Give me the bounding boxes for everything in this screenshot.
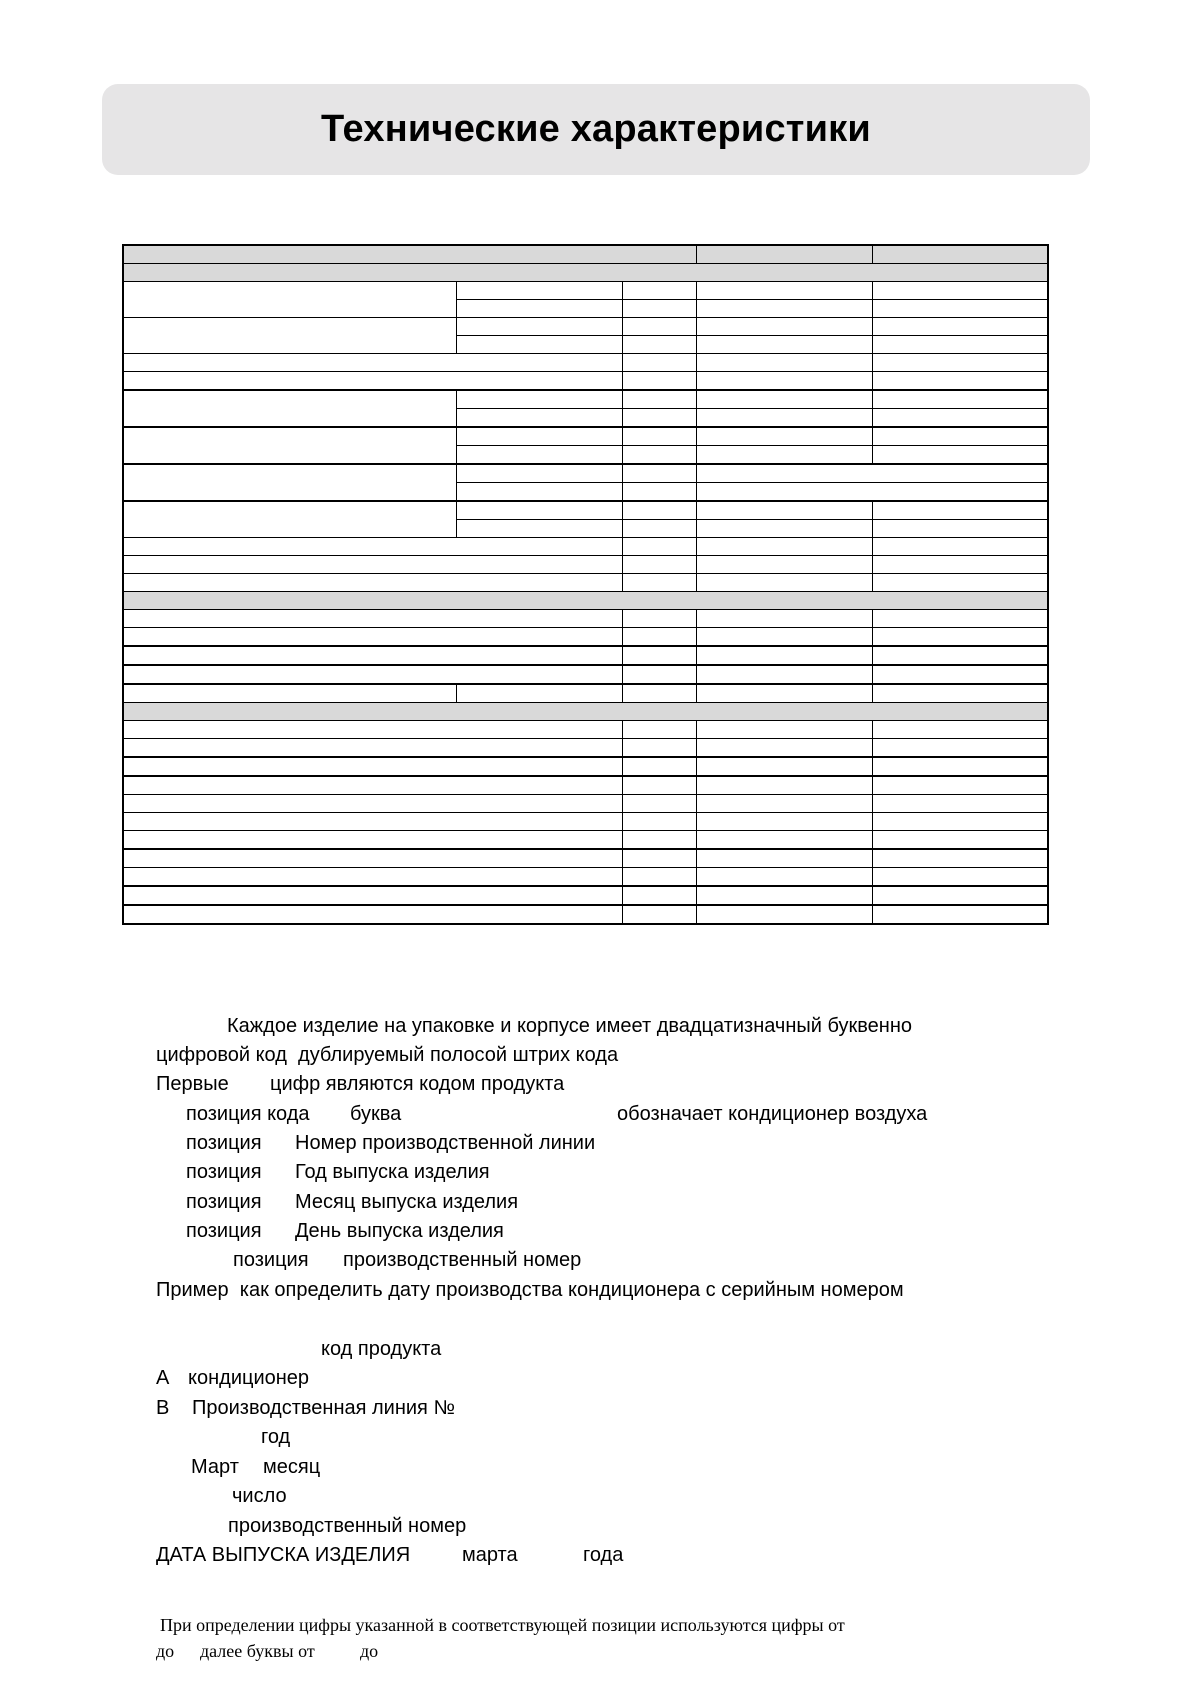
table-cell (696, 556, 872, 574)
table-cell (456, 409, 622, 428)
table-header-row (123, 264, 1048, 282)
table-cell (622, 282, 696, 300)
position-label: позиция (186, 1132, 262, 1154)
footnote-letters-to: до (360, 1641, 379, 1661)
table-cell (872, 538, 1048, 556)
example-day: число (232, 1485, 287, 1507)
first-digits-text: цифр являются кодом продукта (270, 1073, 565, 1095)
table-cell (456, 390, 622, 409)
position-meaning: Год выпуска изделия (295, 1161, 490, 1183)
table-row (123, 354, 1048, 372)
table-cell (696, 574, 872, 592)
table-cell (622, 446, 696, 465)
table-cell (123, 464, 456, 501)
table-cell (622, 849, 696, 868)
example-product-code: код продукта (321, 1338, 442, 1360)
table-cell (696, 520, 872, 538)
table-row (123, 628, 1048, 647)
table-cell (622, 813, 696, 831)
table-cell (696, 739, 872, 758)
table-row (123, 795, 1048, 813)
table-cell (872, 849, 1048, 868)
table-cell (696, 905, 872, 924)
table-cell (872, 282, 1048, 300)
table-cell (123, 868, 622, 887)
table-cell (872, 776, 1048, 795)
table-cell (696, 538, 872, 556)
table-row (123, 610, 1048, 628)
table-cell (123, 390, 456, 427)
table-cell (622, 628, 696, 647)
table-cell (123, 264, 1048, 282)
footnote-letters: далее буквы от (200, 1641, 315, 1661)
table-cell (696, 464, 1048, 483)
table-cell (622, 646, 696, 665)
table-cell (696, 610, 872, 628)
table-cell (456, 427, 622, 446)
table-cell (123, 886, 622, 905)
footnote-from-to: до (156, 1641, 175, 1661)
position-label: позиция (186, 1220, 262, 1242)
table-cell (622, 757, 696, 776)
table-cell (123, 739, 622, 758)
position-label: позиция (186, 1191, 262, 1213)
table-cell (872, 501, 1048, 520)
table-cell (696, 318, 872, 336)
table-cell (622, 300, 696, 318)
example-month-name: Март (191, 1456, 239, 1478)
example-a-letter: А (156, 1367, 170, 1389)
intro-line-1: Каждое изделие на упаковке и корпусе имеет двадцатизначный буквенно (227, 1015, 912, 1037)
table-row (123, 464, 1048, 483)
table-cell (456, 336, 622, 354)
table-cell (696, 427, 872, 446)
table-cell (696, 684, 872, 703)
table-cell (872, 813, 1048, 831)
table-cell (696, 757, 872, 776)
table-row (123, 556, 1048, 574)
table-cell (456, 282, 622, 300)
table-cell (123, 665, 622, 684)
table-row (123, 684, 1048, 703)
table-cell (872, 354, 1048, 372)
table-cell (456, 464, 622, 483)
table-cell (872, 390, 1048, 409)
table-cell (123, 318, 456, 354)
table-cell (696, 282, 872, 300)
example-month: месяц (263, 1456, 321, 1478)
title-banner (102, 84, 1090, 175)
table-cell (123, 538, 622, 556)
table-row (123, 646, 1048, 665)
table-row (123, 886, 1048, 905)
example-heading: Пример как определить дату производства кондиционера с серийным номером (156, 1279, 904, 1301)
position-code-meaning: обозначает кондиционер воздуха (617, 1103, 928, 1125)
table-cell (872, 721, 1048, 739)
table-cell (622, 409, 696, 428)
table-cell (872, 446, 1048, 465)
table-cell (123, 427, 456, 464)
table-row (123, 574, 1048, 592)
page-title: Технические характеристики (321, 108, 871, 150)
table-cell (696, 886, 872, 905)
table-row (123, 831, 1048, 850)
table-cell (123, 556, 622, 574)
table-row (123, 757, 1048, 776)
table-cell (696, 501, 872, 520)
table-cell (872, 556, 1048, 574)
table-cell (123, 592, 1048, 610)
table-cell (696, 628, 872, 647)
table-cell (123, 628, 622, 647)
table-row (123, 776, 1048, 795)
position-meaning: День выпуска изделия (295, 1220, 504, 1242)
table-cell (696, 813, 872, 831)
table-cell (872, 520, 1048, 538)
table-cell (696, 300, 872, 318)
table-cell (696, 849, 872, 868)
table-cell (622, 610, 696, 628)
position-meaning: производственный номер (343, 1249, 582, 1271)
table-cell (872, 757, 1048, 776)
table-cell (872, 372, 1048, 391)
table-cell (696, 776, 872, 795)
table-cell (872, 665, 1048, 684)
table-cell (872, 795, 1048, 813)
table-cell (696, 336, 872, 354)
table-cell (123, 646, 622, 665)
table-row (123, 501, 1048, 520)
table-cell (872, 646, 1048, 665)
example-a-meaning: кондиционер (188, 1367, 310, 1389)
example-b-meaning: Производственная линия № (192, 1397, 455, 1419)
table-cell (696, 795, 872, 813)
table-cell (872, 886, 1048, 905)
first-digits-prefix: Первые (156, 1073, 229, 1095)
example-serial: производственный номер (228, 1515, 467, 1537)
table-cell (456, 446, 622, 465)
table-cell (872, 905, 1048, 924)
table-cell (696, 409, 872, 428)
table-cell (872, 739, 1048, 758)
table-cell (622, 556, 696, 574)
production-date-label: ДАТА ВЫПУСКА ИЗДЕЛИЯ (156, 1544, 411, 1566)
specs-table (122, 244, 1047, 925)
table-cell (622, 795, 696, 813)
table-cell (622, 538, 696, 556)
production-date-year: года (583, 1544, 624, 1566)
example-b-letter: В (156, 1397, 170, 1419)
position-meaning: Номер производственной линии (295, 1132, 596, 1154)
table-cell (622, 886, 696, 905)
table-cell (696, 483, 1048, 502)
example-year: год (261, 1426, 291, 1448)
table-row (123, 665, 1048, 684)
table-row (123, 905, 1048, 924)
table-cell (622, 336, 696, 354)
table-cell (456, 318, 622, 336)
table-cell (456, 684, 622, 703)
table-cell (872, 300, 1048, 318)
position-label: позиция (233, 1249, 309, 1271)
table-cell (872, 574, 1048, 592)
footnote-line-1: При определении цифры указанной в соответствующей позиции используются цифры от (160, 1615, 845, 1635)
table-cell (622, 464, 696, 483)
table-cell (696, 390, 872, 409)
table-cell (622, 372, 696, 391)
table-cell (622, 427, 696, 446)
table-cell (123, 684, 456, 703)
table-cell (622, 354, 696, 372)
table-row (123, 390, 1048, 409)
table-cell (123, 245, 696, 264)
table-cell (696, 721, 872, 739)
table-header-row (123, 245, 1048, 264)
table-cell (872, 427, 1048, 446)
position-meaning: Месяц выпуска изделия (295, 1191, 519, 1213)
table-cell (123, 703, 1048, 721)
table-cell (622, 868, 696, 887)
table-cell (622, 318, 696, 336)
production-date-month: марта (462, 1544, 518, 1566)
table-row (123, 318, 1048, 336)
table-cell (622, 684, 696, 703)
table-cell (123, 354, 622, 372)
table-row (123, 538, 1048, 556)
table-cell (123, 757, 622, 776)
table-cell (696, 868, 872, 887)
table-row (123, 813, 1048, 831)
table-row (123, 849, 1048, 868)
table-cell (123, 574, 622, 592)
table-section-row (123, 703, 1048, 721)
table-cell (456, 300, 622, 318)
position-label: позиция (186, 1161, 262, 1183)
intro-line-2: цифровой код дублируемый полосой штрих кода (156, 1044, 619, 1066)
table-cell (872, 409, 1048, 428)
table-cell (696, 665, 872, 684)
table-cell (696, 646, 872, 665)
table-cell (123, 610, 622, 628)
table-row (123, 739, 1048, 758)
table-cell (696, 372, 872, 391)
table-cell (622, 721, 696, 739)
table-cell (622, 776, 696, 795)
table-cell (622, 520, 696, 538)
table-cell (456, 501, 622, 520)
table-cell (622, 501, 696, 520)
table-section-row (123, 592, 1048, 610)
table-cell (696, 831, 872, 850)
table-cell (872, 628, 1048, 647)
table-cell (872, 684, 1048, 703)
table-cell (123, 776, 622, 795)
table-cell (872, 610, 1048, 628)
position-code-label: позиция кода (186, 1103, 310, 1125)
table-cell (696, 446, 872, 465)
table-cell (123, 282, 456, 318)
table-cell (622, 831, 696, 850)
table-cell (123, 813, 622, 831)
table-cell (872, 336, 1048, 354)
table-cell (456, 483, 622, 502)
table-cell (622, 739, 696, 758)
table-cell (622, 665, 696, 684)
table-cell (123, 849, 622, 868)
table-row (123, 372, 1048, 391)
table-cell (456, 520, 622, 538)
table-cell (123, 905, 622, 924)
table-cell (123, 831, 622, 850)
table-row (123, 868, 1048, 887)
table-cell (123, 372, 622, 391)
table-cell (696, 354, 872, 372)
table-cell (123, 721, 622, 739)
table-row (123, 721, 1048, 739)
table-cell (622, 390, 696, 409)
table-cell (123, 795, 622, 813)
table-cell (872, 318, 1048, 336)
table-cell (622, 905, 696, 924)
table-row (123, 282, 1048, 300)
position-code-letter: буква (350, 1103, 402, 1125)
table-row (123, 427, 1048, 446)
table-cell (872, 868, 1048, 887)
table-cell (872, 245, 1048, 264)
table-cell (696, 245, 872, 264)
table-cell (622, 483, 696, 502)
table-cell (872, 831, 1048, 850)
table-cell (622, 574, 696, 592)
table-cell (123, 501, 456, 538)
